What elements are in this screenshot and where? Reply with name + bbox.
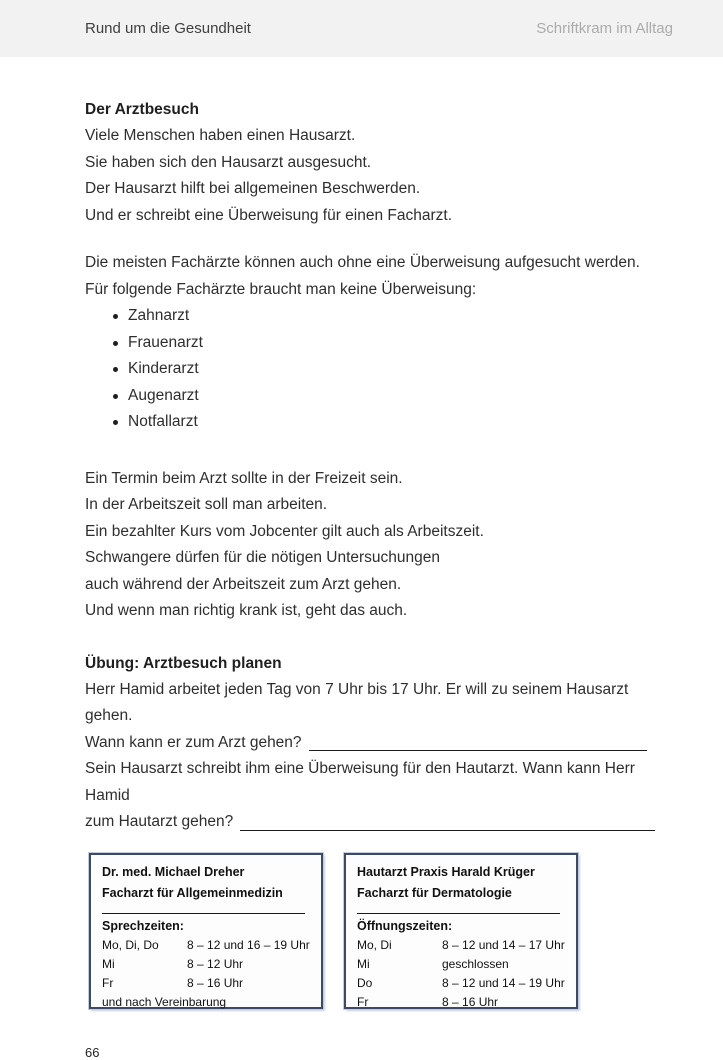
paragraph-line: Und wenn man richtig krank ist, geht das auch. (85, 602, 408, 619)
paragraph-line: In der Arbeitszeit soll man arbeiten. (85, 496, 328, 513)
hours-time: 8 – 12 und 14 – 19 Uhr (442, 975, 565, 990)
answer-blank-2 (240, 830, 655, 831)
hours-row (357, 974, 570, 993)
hours-row (357, 955, 570, 974)
paragraph-line: Sie haben sich den Hausarzt ausgesucht. (85, 153, 372, 171)
bullet-item: Zahnarzt (85, 303, 655, 330)
question-1-label: Wann kann er zum Arzt gehen? (85, 733, 302, 751)
exercise-title: Übung: Arztbesuch planen (85, 654, 282, 672)
hours-time: 8 – 12 Uhr (187, 956, 244, 971)
paragraph-line: Die meisten Fachärzte können auch ohne eine Überweisung aufgesucht werden. (85, 254, 640, 271)
bullet-item: Frauenarzt (85, 330, 655, 357)
hours-day: Mi (357, 956, 370, 971)
hours-day: Fr (102, 975, 114, 990)
doctor-specialty: Facharzt für Allgemeinmedizin (102, 885, 283, 900)
hours-row (357, 936, 570, 955)
hours-label: Öffnungszeiten: (357, 918, 453, 933)
doctor-name: Dr. med. Michael Dreher (102, 864, 245, 879)
paragraph-line: Und er schreibt eine Überweisung für einen Facharzt. (85, 206, 453, 224)
doctor-specialty: Facharzt für Dermatologie (357, 885, 512, 900)
paragraph-termin (85, 466, 655, 625)
paragraph-fachaerzte (85, 250, 655, 303)
question-line-2 (85, 809, 655, 836)
bullet-list-fachaerzte (85, 303, 655, 436)
hours-time: 8 – 12 und 14 – 17 Uhr (442, 937, 565, 952)
doctor-card-hausarzt (89, 853, 323, 1009)
card-divider (102, 913, 305, 914)
hours-time: 8 – 12 und 16 – 19 Uhr (187, 937, 310, 952)
hours-time: geschlossen (442, 956, 509, 971)
hours-row (102, 974, 315, 993)
header-book-title: Schriftkram im Alltag (536, 20, 673, 37)
question-line-1 (85, 730, 655, 757)
hours-row (102, 955, 315, 974)
paragraph-line: Ein bezahlter Kurs vom Jobcenter gilt auch als Arbeitszeit. (85, 522, 484, 540)
hours-day: Fr (357, 994, 369, 1009)
hours-label: Sprechzeiten: (102, 918, 184, 933)
bullet-item: Notfallarzt (85, 409, 655, 436)
bullet-item: Kinderarzt (85, 356, 655, 383)
answer-blank-1 (309, 750, 647, 751)
page-content (0, 96, 723, 1060)
doctor-cards (89, 853, 655, 1009)
hours-day: Do (357, 975, 373, 990)
card-divider (357, 913, 560, 914)
hours-time: 8 – 16 Uhr (187, 975, 244, 990)
hours-row (102, 936, 315, 955)
hours-note: und nach Vereinbarung (102, 994, 227, 1009)
doctor-card-hautarzt (344, 853, 578, 1009)
paragraph-line: Sein Hausarzt schreibt ihm eine Überweisung für den Hautarzt. Wann kann Herr Hamid (85, 760, 635, 804)
page-number: 66 (85, 1044, 100, 1060)
bullet-item: Augenarzt (85, 383, 655, 410)
paragraph-line: auch während der Arbeitszeit zum Arzt gehen. (85, 575, 402, 593)
hours-row (357, 993, 570, 1012)
hours-day: Mi (102, 956, 115, 971)
paragraph-line: Viele Menschen haben einen Hausarzt. (85, 127, 356, 144)
paragraph-hausarzt (85, 123, 655, 229)
paragraph-line: Herr Hamid arbeitet jeden Tag von 7 Uhr bis 17 Uhr. Er will zu seinem Hausarzt gehen. (85, 680, 629, 724)
hours-day: Mo, Di (357, 937, 392, 952)
page-title: Der Arztbesuch (85, 101, 199, 118)
paragraph-line: Schwangere dürfen für die nötigen Untersuchungen (85, 549, 441, 566)
paragraph-line: Der Hausarzt hilft bei allgemeinen Beschwerden. (85, 180, 421, 197)
paragraph-line: Für folgende Fachärzte braucht man keine Überweisung: (85, 280, 477, 298)
paragraph-line: Ein Termin beim Arzt sollte in der Freizeit sein. (85, 469, 403, 487)
doctor-name: Hautarzt Praxis Harald Krüger (357, 864, 535, 879)
question-2-label: zum Hautarzt gehen? (85, 813, 234, 830)
exercise-body (85, 677, 655, 836)
page-header (0, 0, 723, 57)
header-chapter-title: Rund um die Gesundheit (85, 20, 251, 37)
hours-day: Mo, Di, Do (102, 937, 159, 952)
hours-time: 8 – 16 Uhr (442, 994, 499, 1009)
